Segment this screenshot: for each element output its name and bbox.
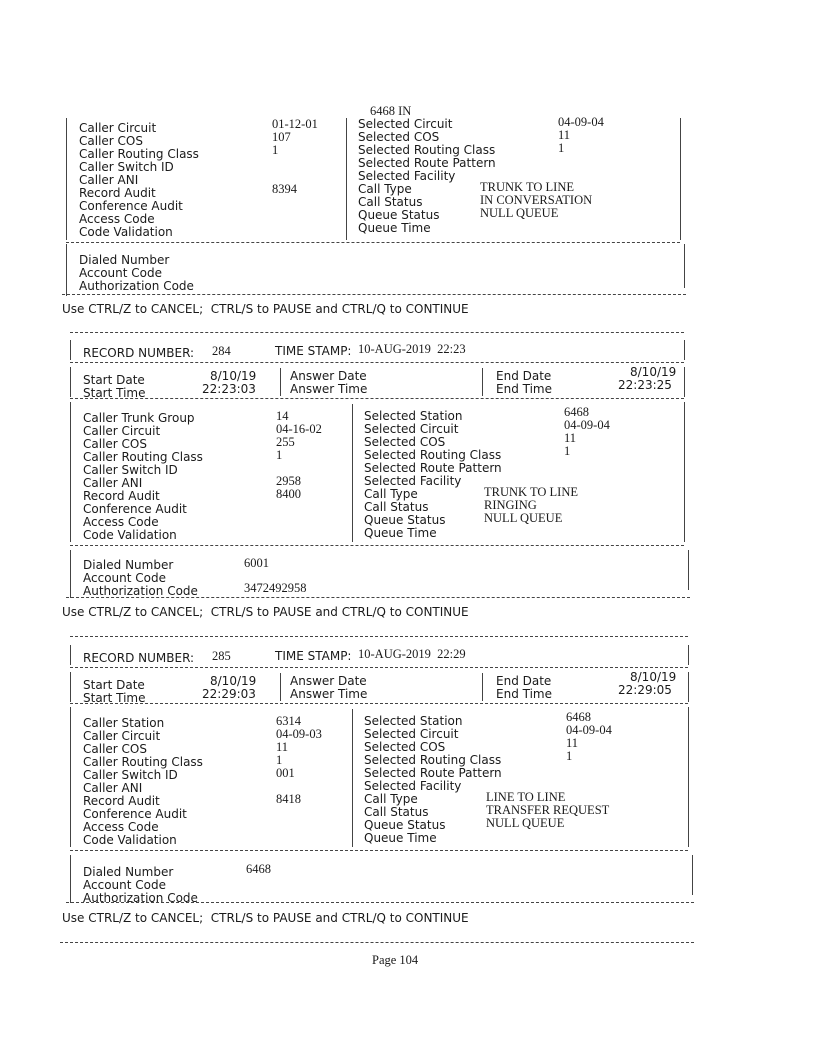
dashed-separator <box>70 332 684 333</box>
column-divider <box>482 673 483 701</box>
code-validation-label: Code Validation <box>83 528 177 542</box>
record-audit-value: 8418 <box>276 792 301 806</box>
caller-routing-class-value: 1 <box>272 143 279 157</box>
access-code-label: Access Code <box>83 820 159 834</box>
column-divider <box>280 673 281 701</box>
selected-routing-class-label: Selected Routing Class <box>364 753 502 767</box>
dashed-separator <box>62 294 686 295</box>
call-status-value: RINGING <box>484 498 537 512</box>
caller-routing-class-label: Caller Routing Class <box>79 147 199 161</box>
caller-cos-label: Caller COS <box>79 134 143 148</box>
selected-route-pattern-label: Selected Route Pattern <box>364 766 502 780</box>
authorization-code-label: Authorization Code <box>83 584 198 598</box>
end-date-value: 8/10/19 <box>630 365 677 379</box>
code-validation-label: Code Validation <box>79 225 173 239</box>
caller-routing-class-value: 1 <box>276 753 283 767</box>
selected-route-pattern-label: Selected Route Pattern <box>358 156 496 170</box>
border-left <box>70 550 71 598</box>
record-number-value: 284 <box>212 344 231 358</box>
caller-circuit-label: Caller Circuit <box>83 424 161 438</box>
selected-station-value: 6468 <box>564 405 589 419</box>
dashed-separator <box>66 597 690 598</box>
queue-time-label: Queue Time <box>358 221 431 235</box>
dialed-number-label: Dialed Number <box>83 865 174 879</box>
start-time-label: Start Time <box>83 691 146 705</box>
queue-status-value: NULL QUEUE <box>486 816 565 830</box>
caller-ani-value: 2958 <box>276 474 301 488</box>
border-left <box>70 707 71 847</box>
answer-date-label: Answer Date <box>290 674 367 688</box>
queue-time-label: Queue Time <box>364 831 437 845</box>
selected-routing-class-label: Selected Routing Class <box>358 143 496 157</box>
dashed-separator <box>66 902 694 903</box>
selected-circuit-label: Selected Circuit <box>364 422 459 436</box>
time-stamp-label: TIME STAMP: <box>275 344 352 358</box>
call-status-label: Call Status <box>358 195 423 209</box>
selected-cos-value: 11 <box>566 736 579 750</box>
caller-circuit-value: 04-09-03 <box>276 727 322 741</box>
end-date-value: 8/10/19 <box>630 670 677 684</box>
selected-routing-class-value: 1 <box>564 444 571 458</box>
record-audit-value: 8394 <box>272 182 297 196</box>
border-right <box>688 707 689 847</box>
selected-circuit-label: Selected Circuit <box>358 117 453 131</box>
column-divider <box>352 709 353 847</box>
queue-status-label: Queue Status <box>364 818 446 832</box>
dialed-number-value: 6001 <box>244 556 269 570</box>
dashed-separator <box>70 545 684 546</box>
call-status-label: Call Status <box>364 500 429 514</box>
selected-facility-label: Selected Facility <box>358 169 456 183</box>
selected-routing-class-value: 1 <box>558 141 565 155</box>
start-date-value: 8/10/19 <box>210 674 257 688</box>
access-code-label: Access Code <box>83 515 159 529</box>
border-left <box>70 672 71 702</box>
column-divider <box>346 118 347 240</box>
conference-audit-label: Conference Audit <box>83 502 187 516</box>
record-audit-value: 8400 <box>276 487 301 501</box>
caller-cos-value: 255 <box>276 435 295 449</box>
dashed-separator <box>70 636 688 637</box>
access-code-label: Access Code <box>79 212 155 226</box>
record-number-value: 285 <box>212 649 231 663</box>
dialed-number-value: 6468 <box>246 862 271 876</box>
code-validation-label: Code Validation <box>83 833 177 847</box>
call-type-value: TRUNK TO LINE <box>484 485 578 499</box>
queue-time-label: Queue Time <box>364 526 437 540</box>
column-divider <box>280 368 281 396</box>
dialed-number-label: Dialed Number <box>79 253 170 267</box>
call-status-value: TRANSFER REQUEST <box>486 803 610 817</box>
border-right <box>684 244 685 288</box>
queue-status-label: Queue Status <box>364 513 446 527</box>
caller-ani-label: Caller ANI <box>79 173 139 187</box>
border-left <box>70 855 71 903</box>
start-time-label: Start Time <box>83 386 146 400</box>
caller-trunk-group-value: 14 <box>276 409 289 423</box>
border-right <box>684 340 685 360</box>
selected-facility-label: Selected Facility <box>364 779 462 793</box>
authorization-code-label: Authorization Code <box>83 891 198 905</box>
end-time-value: 22:29:05 <box>618 683 672 697</box>
queue-status-label: Queue Status <box>358 208 440 222</box>
border-right <box>688 672 689 702</box>
selected-routing-class-value: 1 <box>566 749 573 763</box>
selected-station-value: 6468 <box>566 710 591 724</box>
caller-cos-value: 107 <box>272 130 291 144</box>
caller-routing-class-label: Caller Routing Class <box>83 755 203 769</box>
border-left <box>70 367 71 397</box>
selected-station-label: Selected Station <box>364 714 463 728</box>
end-time-value: 22:23:25 <box>618 378 672 392</box>
caller-station-label: Caller Station <box>83 716 165 730</box>
call-type-value: TRUNK TO LINE <box>480 180 574 194</box>
call-type-label: Call Type <box>364 487 418 501</box>
border-left <box>66 244 67 296</box>
start-date-label: Start Date <box>83 678 145 692</box>
call-status-value: IN CONVERSATION <box>480 193 593 207</box>
start-time-value: 22:29:03 <box>202 687 256 701</box>
selected-station-label: Selected Station <box>364 409 463 423</box>
dashed-separator <box>70 850 688 851</box>
selected-cos-label: Selected COS <box>364 435 446 449</box>
answer-date-label: Answer Date <box>290 369 367 383</box>
dialed-number-label: Dialed Number <box>83 558 174 572</box>
caller-circuit-value: 04-16-02 <box>276 422 322 436</box>
caller-routing-class-label: Caller Routing Class <box>83 450 203 464</box>
queue-status-value: NULL QUEUE <box>480 206 559 220</box>
ctrl-message: Use CTRL/Z to CANCEL; CTRL/S to PAUSE and CTRL/Q to CONTINUE <box>62 911 469 925</box>
time-stamp-label: TIME STAMP: <box>275 649 352 663</box>
selected-circuit-label: Selected Circuit <box>364 727 459 741</box>
selected-station-value: 6468 IN <box>370 104 412 118</box>
start-date-label: Start Date <box>83 373 145 387</box>
selected-cos-label: Selected COS <box>364 740 446 754</box>
selected-circuit-value: 04-09-04 <box>564 418 610 432</box>
record-audit-label: Record Audit <box>83 489 160 503</box>
page-divider <box>60 942 694 943</box>
caller-switch-id-label: Caller Switch ID <box>79 160 174 174</box>
caller-switch-id-label: Caller Switch ID <box>83 463 178 477</box>
caller-cos-value: 11 <box>276 740 289 754</box>
record-audit-label: Record Audit <box>83 794 160 808</box>
ctrl-message: Use CTRL/Z to CANCEL; CTRL/S to PAUSE and CTRL/Q to CONTINUE <box>62 605 469 619</box>
call-type-label: Call Type <box>364 792 418 806</box>
selected-circuit-value: 04-09-04 <box>566 723 612 737</box>
border-right <box>688 645 689 665</box>
caller-station-value: 6314 <box>276 714 301 728</box>
authorization-code-value: 3472492958 <box>244 581 307 595</box>
call-status-label: Call Status <box>364 805 429 819</box>
selected-cos-label: Selected COS <box>358 130 440 144</box>
selected-facility-label: Selected Facility <box>364 474 462 488</box>
record-number-label: RECORD NUMBER: <box>83 651 195 665</box>
border-right <box>684 367 685 397</box>
end-time-label: End Time <box>496 687 552 701</box>
conference-audit-label: Conference Audit <box>79 199 183 213</box>
border-right <box>688 550 689 590</box>
border-left <box>70 402 71 542</box>
account-code-label: Account Code <box>83 571 166 585</box>
end-date-label: End Date <box>496 369 552 383</box>
dashed-separator <box>66 242 680 243</box>
dashed-separator <box>70 667 688 668</box>
queue-status-value: NULL QUEUE <box>484 511 563 525</box>
caller-ani-label: Caller ANI <box>83 781 143 795</box>
dashed-separator <box>70 703 688 704</box>
caller-ani-label: Caller ANI <box>83 476 143 490</box>
ctrl-message: Use CTRL/Z to CANCEL; CTRL/S to PAUSE and CTRL/Q to CONTINUE <box>62 302 469 316</box>
caller-cos-label: Caller COS <box>83 437 147 451</box>
dashed-separator <box>70 362 684 363</box>
selected-routing-class-label: Selected Routing Class <box>364 448 502 462</box>
selected-route-pattern-label: Selected Route Pattern <box>364 461 502 475</box>
conference-audit-label: Conference Audit <box>83 807 187 821</box>
record-number-label: RECORD NUMBER: <box>83 346 195 360</box>
selected-cos-value: 11 <box>564 431 577 445</box>
page-number: Page 104 <box>372 953 419 967</box>
caller-circuit-value: 01-12-01 <box>272 117 318 131</box>
authorization-code-label: Authorization Code <box>79 279 194 293</box>
time-stamp-value: 10-AUG-2019 22:29 <box>358 647 466 661</box>
start-time-value: 22:23:03 <box>202 382 256 396</box>
caller-circuit-label: Caller Circuit <box>79 121 157 135</box>
answer-time-label: Answer Time <box>290 382 368 396</box>
selected-circuit-value: 04-09-04 <box>558 115 604 129</box>
caller-trunk-group-label: Caller Trunk Group <box>83 411 195 425</box>
call-type-label: Call Type <box>358 182 412 196</box>
end-time-label: End Time <box>496 382 552 396</box>
caller-circuit-label: Caller Circuit <box>83 729 161 743</box>
record-audit-label: Record Audit <box>79 186 156 200</box>
caller-switch-id-value: 001 <box>276 766 295 780</box>
border-right <box>680 118 681 240</box>
call-type-value: LINE TO LINE <box>486 790 566 804</box>
caller-switch-id-label: Caller Switch ID <box>83 768 178 782</box>
border-right <box>692 855 693 895</box>
caller-cos-label: Caller COS <box>83 742 147 756</box>
column-divider <box>352 404 353 542</box>
border-left <box>70 645 71 665</box>
border-left <box>66 118 67 240</box>
selected-cos-value: 11 <box>558 128 571 142</box>
end-date-label: End Date <box>496 674 552 688</box>
dashed-separator <box>70 398 684 399</box>
account-code-label: Account Code <box>83 878 166 892</box>
time-stamp-value: 10-AUG-2019 22:23 <box>358 342 466 356</box>
border-right <box>684 402 685 542</box>
answer-time-label: Answer Time <box>290 687 368 701</box>
caller-routing-class-value: 1 <box>276 448 283 462</box>
account-code-label: Account Code <box>79 266 162 280</box>
column-divider <box>482 368 483 396</box>
start-date-value: 8/10/19 <box>210 369 257 383</box>
border-left <box>70 340 71 360</box>
